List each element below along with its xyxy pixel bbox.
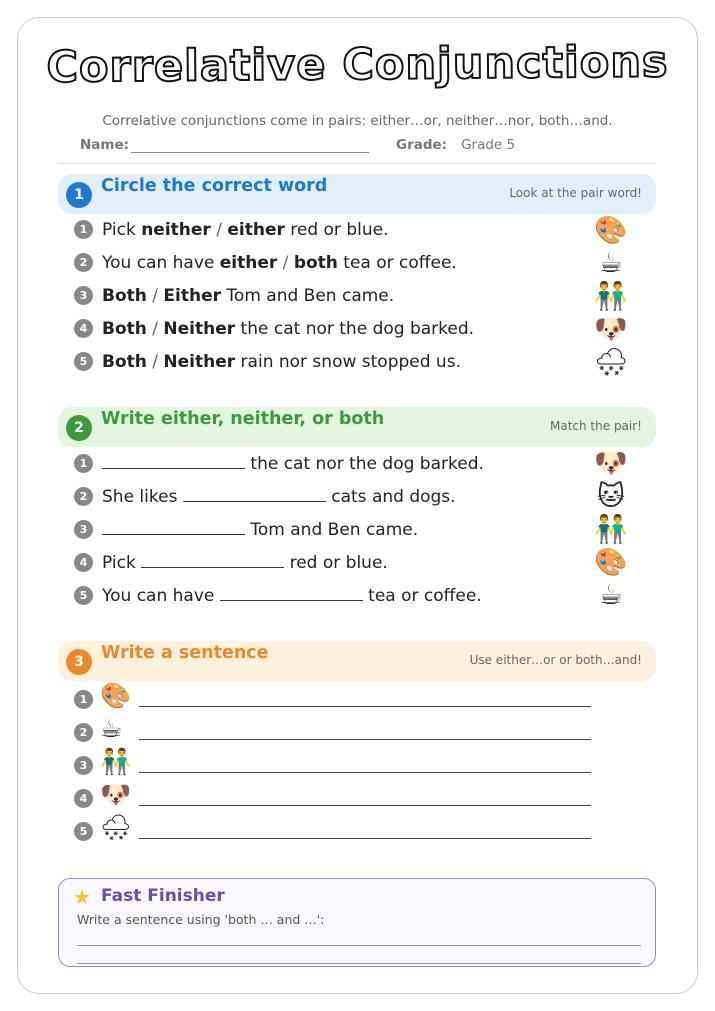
answer-line[interactable] bbox=[139, 739, 591, 740]
sentence-end: cats and dogs. bbox=[325, 487, 456, 507]
section-2-hint: Match the pair! bbox=[550, 419, 642, 433]
list-item bbox=[74, 552, 388, 576]
picture-icon: 🌨 bbox=[594, 347, 629, 378]
section-2-number: 2 bbox=[66, 415, 92, 441]
name-field[interactable] bbox=[80, 137, 369, 153]
section-3-title: Write a sentence bbox=[101, 643, 269, 663]
sentence-end: tea or coffee. bbox=[362, 586, 482, 606]
word-choice-2[interactable]: Neither bbox=[163, 319, 236, 339]
name-label: Name: bbox=[80, 137, 130, 153]
list-item bbox=[74, 220, 388, 244]
list-item bbox=[74, 585, 482, 609]
sentence-end: Tom and Ben came. bbox=[221, 286, 395, 306]
sentence-start: You can have bbox=[102, 253, 220, 273]
answer-blank[interactable] bbox=[102, 519, 245, 535]
list-item bbox=[74, 453, 484, 477]
fast-finisher-box bbox=[58, 878, 656, 967]
choice-separator: / bbox=[210, 220, 228, 240]
section-1-hint: Look at the pair word! bbox=[509, 186, 642, 200]
sentence-start: She likes bbox=[102, 487, 183, 507]
sentence-end: Tom and Ben came. bbox=[245, 520, 419, 540]
picture-icon: 👬 bbox=[594, 514, 628, 545]
item-number: 5 bbox=[74, 352, 93, 371]
answer-line[interactable] bbox=[77, 945, 641, 946]
sentence-end: the cat nor the dog barked. bbox=[245, 454, 484, 474]
page-title: Correlative Conjunctions bbox=[46, 37, 669, 93]
list-item bbox=[74, 519, 418, 543]
picture-icon: 🎨 bbox=[594, 215, 628, 246]
sentence-start: Pick bbox=[102, 220, 142, 240]
item-number: 1 bbox=[74, 220, 93, 239]
word-choice-2[interactable]: Neither bbox=[163, 352, 236, 372]
item-number: 1 bbox=[74, 690, 93, 709]
list-item bbox=[74, 486, 456, 510]
answer-line[interactable] bbox=[77, 963, 641, 964]
item-number: 4 bbox=[74, 553, 93, 572]
list-item bbox=[74, 286, 394, 310]
sentence-end: rain nor snow stopped us. bbox=[235, 352, 461, 372]
item-number: 4 bbox=[74, 319, 93, 338]
picture-icon: 🎨 bbox=[100, 681, 132, 710]
picture-icon: 👬 bbox=[100, 747, 132, 776]
word-choice-1[interactable]: Both bbox=[102, 352, 147, 372]
grade-label: Grade: bbox=[396, 137, 448, 153]
word-choice-2[interactable]: either bbox=[227, 220, 285, 240]
choice-separator: / bbox=[277, 253, 294, 273]
choice-separator: / bbox=[146, 352, 164, 372]
section-2-title: Write either, neither, or both bbox=[101, 409, 385, 429]
picture-icon: 🎨 bbox=[594, 547, 628, 578]
item-number: 2 bbox=[74, 487, 93, 506]
sentence-end: red or blue. bbox=[284, 220, 389, 240]
section-3-header bbox=[58, 641, 656, 681]
grade-value: Grade 5 bbox=[461, 137, 516, 153]
choice-separator: / bbox=[146, 286, 164, 306]
sentence-end: the cat nor the dog barked. bbox=[235, 319, 475, 339]
answer-blank[interactable] bbox=[102, 453, 245, 469]
picture-icon: ☕ bbox=[100, 714, 123, 743]
header-divider bbox=[58, 163, 656, 164]
list-item bbox=[74, 253, 457, 277]
item-number: 1 bbox=[74, 454, 93, 473]
picture-icon: 🐶 bbox=[594, 314, 628, 345]
item-number: 3 bbox=[74, 520, 93, 539]
section-3-number: 3 bbox=[66, 649, 92, 675]
section-3-hint: Use either…or or both…and! bbox=[469, 653, 642, 667]
answer-line[interactable] bbox=[139, 706, 591, 707]
grade-field bbox=[396, 137, 515, 153]
picture-icon: 👬 bbox=[594, 281, 628, 312]
fast-finisher-title: Fast Finisher bbox=[101, 886, 225, 906]
list-item bbox=[74, 352, 461, 376]
word-choice-2[interactable]: both bbox=[293, 253, 338, 273]
answer-blank[interactable] bbox=[183, 486, 326, 502]
section-1-header bbox=[58, 174, 656, 214]
answer-line[interactable] bbox=[139, 772, 591, 773]
answer-line[interactable] bbox=[139, 805, 591, 806]
picture-icon: 🐱 bbox=[596, 481, 626, 512]
picture-icon: 🌨 bbox=[100, 813, 132, 842]
section-1-number: 1 bbox=[66, 182, 92, 208]
list-item bbox=[74, 319, 474, 343]
star-icon: ★ bbox=[73, 885, 91, 909]
sentence-start: You can have bbox=[102, 586, 220, 606]
item-number: 2 bbox=[74, 253, 93, 272]
answer-blank[interactable] bbox=[220, 585, 363, 601]
name-blank[interactable] bbox=[131, 139, 369, 153]
item-number: 5 bbox=[74, 822, 93, 841]
sentence-start: Pick bbox=[102, 553, 142, 573]
picture-icon: 🐶 bbox=[100, 780, 132, 809]
picture-icon: 🐶 bbox=[594, 448, 628, 479]
word-choice-1[interactable]: neither bbox=[141, 220, 211, 240]
answer-blank[interactable] bbox=[141, 552, 284, 568]
word-choice-1[interactable]: either bbox=[219, 253, 278, 273]
picture-icon: ☕ bbox=[598, 248, 624, 279]
item-number: 2 bbox=[74, 723, 93, 742]
item-number: 3 bbox=[74, 286, 93, 305]
item-number: 5 bbox=[74, 586, 93, 605]
word-choice-1[interactable]: Both bbox=[102, 319, 147, 339]
answer-line[interactable] bbox=[139, 838, 591, 839]
page-subtitle: Correlative conjunctions come in pairs: either…or, neither…nor, both…and. bbox=[102, 113, 613, 129]
picture-icon: ☕ bbox=[598, 580, 624, 611]
sentence-end: tea or coffee. bbox=[337, 253, 457, 273]
word-choice-2[interactable]: Either bbox=[163, 286, 222, 306]
choice-separator: / bbox=[146, 319, 164, 339]
sentence-end: red or blue. bbox=[284, 553, 388, 573]
word-choice-1[interactable]: Both bbox=[102, 286, 147, 306]
item-number: 4 bbox=[74, 789, 93, 808]
section-1-title: Circle the correct word bbox=[101, 176, 328, 196]
section-2-header bbox=[58, 407, 656, 447]
item-number: 3 bbox=[74, 756, 93, 775]
fast-finisher-prompt: Write a sentence using 'both … and …': bbox=[77, 912, 325, 927]
